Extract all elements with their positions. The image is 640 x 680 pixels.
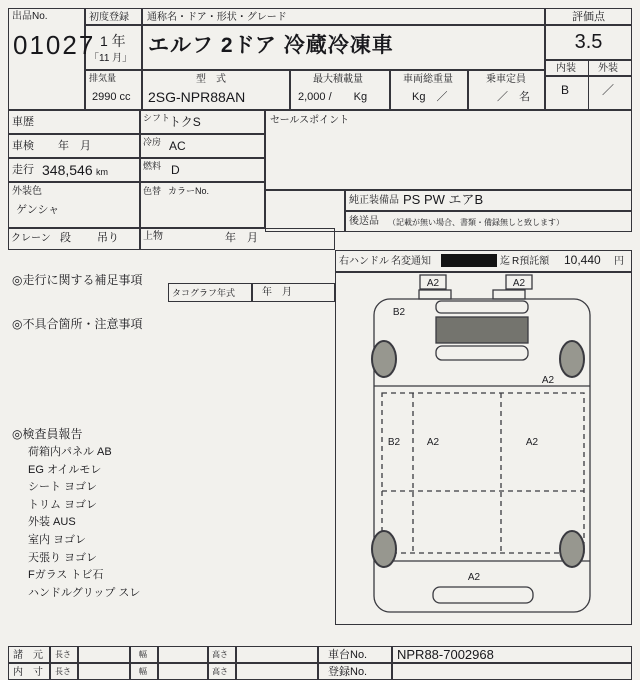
shift-value: トクS [169, 115, 201, 129]
max-load-label: 最大積載量 [313, 74, 363, 85]
model-value: 2SG-NPR88AN [148, 89, 246, 105]
spec-width-value-cell [158, 646, 208, 663]
spec-length-value-cell [78, 646, 130, 663]
rear-bumper [433, 587, 533, 603]
chassis-label: 車台No. [328, 649, 368, 661]
first-reg-month: 「11 月」 [89, 53, 133, 64]
cab-roof [436, 346, 528, 360]
fuel-value: D [171, 163, 180, 177]
chassis-value: NPR88-7002968 [397, 647, 494, 662]
max-load-value: 2,000 / Kg [298, 91, 368, 103]
inspector-item: Fガラス トビ石 [28, 569, 104, 581]
body-label: 上物 [143, 231, 163, 242]
inner-label: 内 寸 [13, 667, 43, 678]
exterior-color-value: ゲンシャ [16, 204, 60, 216]
color-no-label: カラーNo. [168, 186, 210, 196]
ac-value: AC [169, 139, 186, 153]
name-change-redaction-bar [441, 254, 497, 267]
vehicle-diagram [336, 273, 631, 624]
damage-marker: A2 [426, 437, 440, 448]
model-label: 型 式 [196, 74, 226, 85]
interior-grade: B [561, 83, 570, 97]
inspector-item: トリム ヨゴレ [28, 499, 98, 511]
damage-marker: A2 [467, 572, 481, 583]
damage-marker: B2 [387, 437, 401, 448]
empty-cell [265, 190, 345, 232]
inner-length-value-cell [78, 663, 130, 680]
displacement-label: 排気量 [89, 73, 117, 83]
cab-windshield [436, 317, 528, 343]
deposit-value: 10,440 [564, 253, 601, 267]
capacity-label: 乗車定員 [486, 74, 526, 85]
displacement-value: 2990 cc [92, 91, 131, 103]
name-header: 通称名・ドア・形状・グレード [147, 12, 287, 23]
spec-height-label: 高さ [212, 650, 228, 659]
inspector-item: 荷箱内パネル AB [28, 446, 112, 458]
mileage-value: 348,546 [42, 162, 93, 178]
inner-width-value-cell [158, 663, 208, 680]
inspector-title: ◎検査員報告 [12, 427, 83, 441]
tacho-value: 年 月 [262, 287, 292, 298]
inner-height-value-cell [236, 663, 318, 680]
later-items-note: （記載が無い場合、書類・備録無しと致します） [388, 218, 564, 227]
gross-weight-label: 車両総重量 [403, 74, 453, 85]
wheel-rear-right [560, 531, 584, 567]
lot-number: 01027 [13, 30, 96, 60]
score-value: 3.5 [574, 31, 603, 53]
name-change-label: 名変通知 [391, 256, 431, 267]
deposit-label: R預託額 [512, 256, 550, 267]
inspector-item: 室内 ヨゴレ [28, 534, 87, 546]
mirror-right [493, 290, 525, 299]
color-change-label: 色替 [143, 186, 162, 196]
vehicle-title: エルフ 2ドア 冷蔵冷凍車 [148, 34, 394, 57]
inspector-item: EG オイルモレ [28, 464, 102, 476]
damage-marker: A2 [512, 278, 526, 289]
sales-point-label: セールスポイント [270, 115, 350, 126]
inspector-item: ハンドルグリップ スレ [28, 587, 141, 599]
crane-label: クレーン [11, 233, 51, 244]
defects-title: ◎不具合箇所・注意事項 [12, 317, 143, 331]
equipment-label: 純正装備品 [349, 195, 399, 206]
score-label: 評価点 [572, 11, 605, 23]
fuel-label: 燃料 [143, 161, 162, 171]
damage-marker: A2 [541, 375, 555, 386]
inspection-value: 年 月 [58, 140, 91, 152]
gross-weight-value: Kg ／ [412, 91, 448, 103]
spec-width-label: 幅 [139, 650, 147, 659]
later-items-label: 後送品 [349, 216, 379, 227]
crane-hang-label: 吊り [97, 232, 119, 244]
registration-label: 登録No. [328, 666, 368, 678]
yen-label: 円 [614, 256, 624, 267]
cargo-floor-dashed-lines [382, 393, 584, 553]
damage-marker: B2 [392, 307, 406, 318]
tacho-label: タコグラフ年式 [172, 288, 236, 298]
inspection-label: 車検 [12, 140, 34, 152]
capacity-value: ／ 名 [497, 91, 530, 103]
inner-length-label: 長さ [55, 667, 71, 676]
exterior-label: 外装 [598, 63, 618, 74]
cab-front-panel [436, 301, 528, 313]
exterior-grade: ／ [602, 83, 615, 97]
inspector-item: 外装 AUS [28, 516, 76, 528]
first-reg-label: 初度登録 [89, 12, 129, 23]
damage-marker: A2 [426, 278, 440, 289]
inner-width-label: 幅 [139, 667, 147, 676]
body-value: 年 月 [225, 232, 258, 244]
steering-label: 右ハンドル [339, 256, 389, 267]
crane-step-label: 段 [60, 232, 71, 244]
interior-label: 内装 [556, 63, 576, 74]
exterior-color-label: 外装色 [12, 186, 42, 197]
inspector-item: 天張り ヨゴレ [28, 552, 98, 564]
wheel-front-right [560, 341, 584, 377]
wheel-front-left [372, 341, 396, 377]
inspector-item: シート ヨゴレ [28, 481, 98, 493]
made-label: 迄 [500, 256, 510, 267]
damage-marker: A2 [525, 437, 539, 448]
mirror-left [419, 290, 451, 299]
first-reg-year: 1 年 [100, 33, 126, 49]
equipment-value: PS PW エアB [403, 192, 484, 207]
mileage-unit: km [96, 167, 108, 177]
spec-height-value-cell [236, 646, 318, 663]
wheel-rear-left [372, 531, 396, 567]
mileage-label: 走行 [12, 164, 34, 176]
registration-value-cell [392, 663, 632, 680]
history-label: 車歴 [12, 116, 34, 128]
lot-label: 出品No. [12, 11, 48, 22]
mileage-note-title: ◎走行に関する補足事項 [12, 273, 143, 287]
ac-label: 冷房 [143, 137, 162, 147]
inner-height-label: 高さ [212, 667, 228, 676]
spec-length-label: 長さ [55, 650, 71, 659]
shift-label: シフト [143, 113, 171, 123]
spec-label: 諸 元 [13, 650, 43, 661]
